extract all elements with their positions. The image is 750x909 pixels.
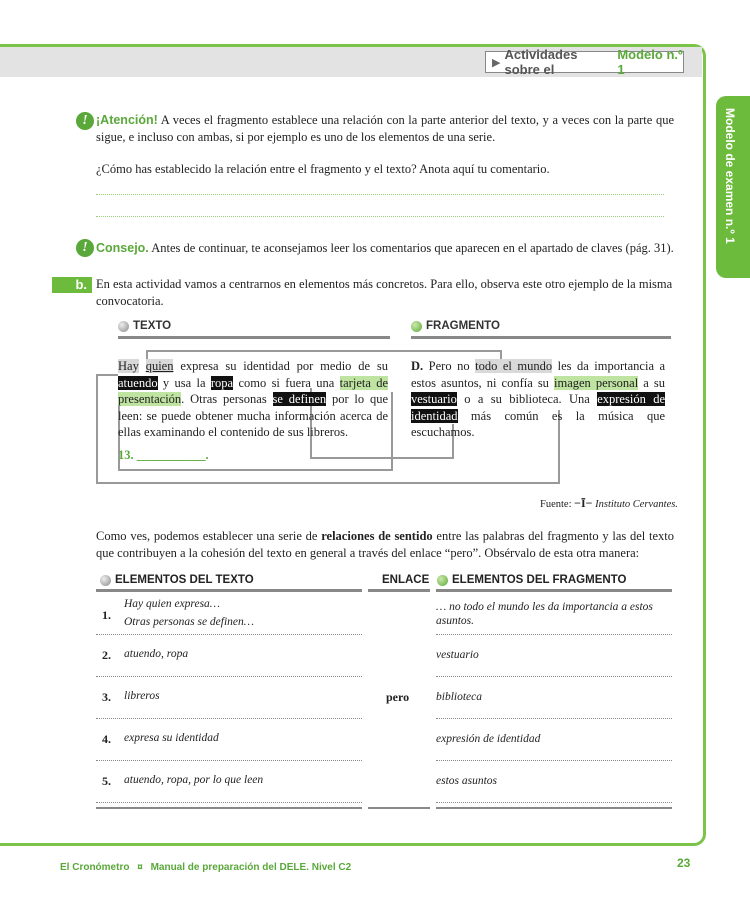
table-row <box>96 598 674 638</box>
consejo-label: Consejo. <box>96 241 149 255</box>
hl-vestuario: vestuario <box>411 392 457 406</box>
row-number: 5. <box>102 774 111 788</box>
intro-bold: relaciones de sentido <box>321 529 433 543</box>
intro-2 <box>96 528 674 562</box>
cervantes-logo-icon: −Ī− <box>574 496 593 510</box>
fragmento-heading <box>411 320 500 332</box>
atencion-label: ¡Atención! <box>96 113 158 127</box>
table-row <box>96 648 674 688</box>
row-number: 1. <box>102 608 111 622</box>
table-row <box>96 690 674 730</box>
exclamation-icon: ! <box>76 112 94 130</box>
rule <box>411 336 671 339</box>
row-fragment: biblioteca <box>436 691 482 703</box>
hl-atuendo: atuendo <box>118 375 158 390</box>
fragment-run: Pero no <box>428 359 470 373</box>
consejo-text: Antes de continuar, te aconsejamos leer los comentarios que aparecen en el apartado de claves (pág. 31). <box>151 241 674 255</box>
row-fragment: … no todo el mundo les da importancia a estos asuntos. <box>436 601 653 627</box>
th-fragmento-label: ELEMENTOS DEL FRAGMENTO <box>452 574 627 586</box>
rule <box>368 807 430 809</box>
row-text: atuendo, ropa, por lo que leen <box>124 774 264 786</box>
intro-run: Como ves, podemos establecer una serie de <box>96 529 318 543</box>
fragment-run: les da importancia a estos asuntos, ni confía su <box>411 359 666 390</box>
section-header <box>485 47 684 77</box>
row-fragment: expresión de identidad <box>436 733 541 745</box>
row-number: 3. <box>102 690 111 704</box>
row-text: Otras personas se definen… <box>124 616 255 628</box>
header-prefix: Actividades sobre el <box>504 47 578 77</box>
texto-heading <box>118 320 171 332</box>
texto-heading-label: TEXTO <box>133 320 172 332</box>
texto-run: por lo que leen: se puede obtener mucha información acerca de ellas examinando el contenido de sus libreros. <box>118 392 388 439</box>
rule <box>436 807 672 809</box>
green-ball-icon <box>411 321 422 332</box>
row-divider <box>436 676 672 677</box>
fragment-letter: D. <box>411 359 424 373</box>
connector <box>96 374 118 376</box>
enlace-pero: pero <box>386 690 410 704</box>
hl-todo-el-mundo: todo el mundo <box>475 359 553 373</box>
hl-identidad: identidad <box>411 408 458 423</box>
hl-tarjeta: tarjeta de <box>339 375 389 390</box>
footer-separator: ¤ <box>137 862 143 873</box>
hl-presentacion: presentación <box>118 392 182 406</box>
answer-line[interactable] <box>96 194 664 195</box>
gap-13: 13. ___________. <box>118 447 209 462</box>
connector <box>146 350 502 352</box>
row-fragment: vestuario <box>436 649 479 661</box>
exclamation-icon: ! <box>76 239 94 257</box>
rule <box>96 589 362 592</box>
row-text: Hay quien expresa… <box>124 598 221 610</box>
texto-run: . Otras personas <box>181 392 267 406</box>
header-model: Modelo n.º 1 <box>617 47 683 77</box>
fragmento-paragraph <box>411 358 665 441</box>
answer-line[interactable] <box>96 216 664 217</box>
row-divider <box>436 634 672 635</box>
source-name: Instituto Cervantes. <box>595 499 678 510</box>
row-divider <box>96 718 362 719</box>
intro-run: entre las palabras del fragmento y las del texto que contribuyen a la cohesión del texto en general a través del enlace “pero”. Obsérvalo de esta otra manera: <box>96 529 675 560</box>
atencion-text: A veces el fragmento establece una relación con la parte anterior del texto, y a veces con la parte que sigue, e incluso con ambas, si por ejemplo es uno de los elementos de una serie. <box>96 113 674 144</box>
rule <box>96 807 362 809</box>
gray-ball-icon <box>118 321 129 332</box>
connector <box>96 374 98 484</box>
th-enlace: ENLACE <box>382 574 430 586</box>
th-texto <box>100 574 254 586</box>
hl-se-definen: se definen <box>272 392 327 406</box>
hl-ropa: ropa <box>210 375 234 390</box>
row-number: 4. <box>102 732 111 746</box>
footer-title: El Cronómetro <box>60 862 130 873</box>
fragmento-heading-label: FRAGMENTO <box>426 320 500 332</box>
section-b-text: En esta actividad vamos a centrarnos en elementos más concretos. Para ello, observa este otro ejemplo de la misma convocatoria. <box>96 277 673 308</box>
section-b-badge: b. <box>52 277 92 293</box>
rule <box>368 589 430 592</box>
side-tab <box>716 96 750 278</box>
table-row <box>96 732 674 772</box>
texto-run: y usa la <box>162 375 206 390</box>
th-texto-label: ELEMENTOS DEL TEXTO <box>115 574 254 586</box>
fragment-run: más común es la música que escuchamos. <box>411 408 665 439</box>
row-divider <box>436 760 672 761</box>
row-text: libreros <box>124 690 160 702</box>
footer <box>60 862 351 873</box>
row-divider <box>436 802 672 803</box>
hl-imagen-personal: imagen personal <box>554 375 639 390</box>
row-divider <box>96 634 362 635</box>
connector <box>96 482 560 484</box>
play-icon: ▶ <box>492 56 501 69</box>
question-text: ¿Cómo has establecido la relación entre el fragmento y el texto? Anota aquí tu comentario. <box>96 162 550 176</box>
rule <box>436 589 672 592</box>
source-line <box>540 496 678 511</box>
fragment-run: a su <box>643 375 665 390</box>
green-ball-icon <box>437 575 448 586</box>
row-divider <box>96 676 362 677</box>
side-tab-label: Modelo de examen n.º 1 <box>723 108 737 244</box>
row-number: 2. <box>102 648 111 662</box>
gray-ball-icon <box>100 575 111 586</box>
texto-run: como si fuera una <box>238 375 335 390</box>
row-text: atuendo, ropa <box>124 648 189 660</box>
hl-expresion: expresión de <box>597 392 665 406</box>
texto-paragraph <box>118 358 388 463</box>
row-divider <box>436 718 672 719</box>
connector <box>118 469 392 471</box>
row-fragment: estos asuntos <box>436 775 498 787</box>
page-number: 23 <box>677 856 691 870</box>
source-label: Fuente: <box>540 499 572 510</box>
row-divider <box>96 802 362 803</box>
row-divider <box>96 760 362 761</box>
atencion-note <box>96 112 674 146</box>
row-text: expresa su identidad <box>124 732 219 744</box>
hl-hay: Hay <box>118 359 139 373</box>
hl-quien: quien <box>145 359 174 373</box>
fragment-run: o a su biblioteca. Una <box>464 392 590 406</box>
th-fragmento <box>437 574 626 586</box>
texto-run: expresa su identidad por medio de su <box>180 359 389 373</box>
connector <box>391 392 393 471</box>
consejo-note <box>96 240 676 257</box>
rule <box>118 336 390 339</box>
footer-subtitle: Manual de preparación del DELE. Nivel C2 <box>150 862 352 873</box>
